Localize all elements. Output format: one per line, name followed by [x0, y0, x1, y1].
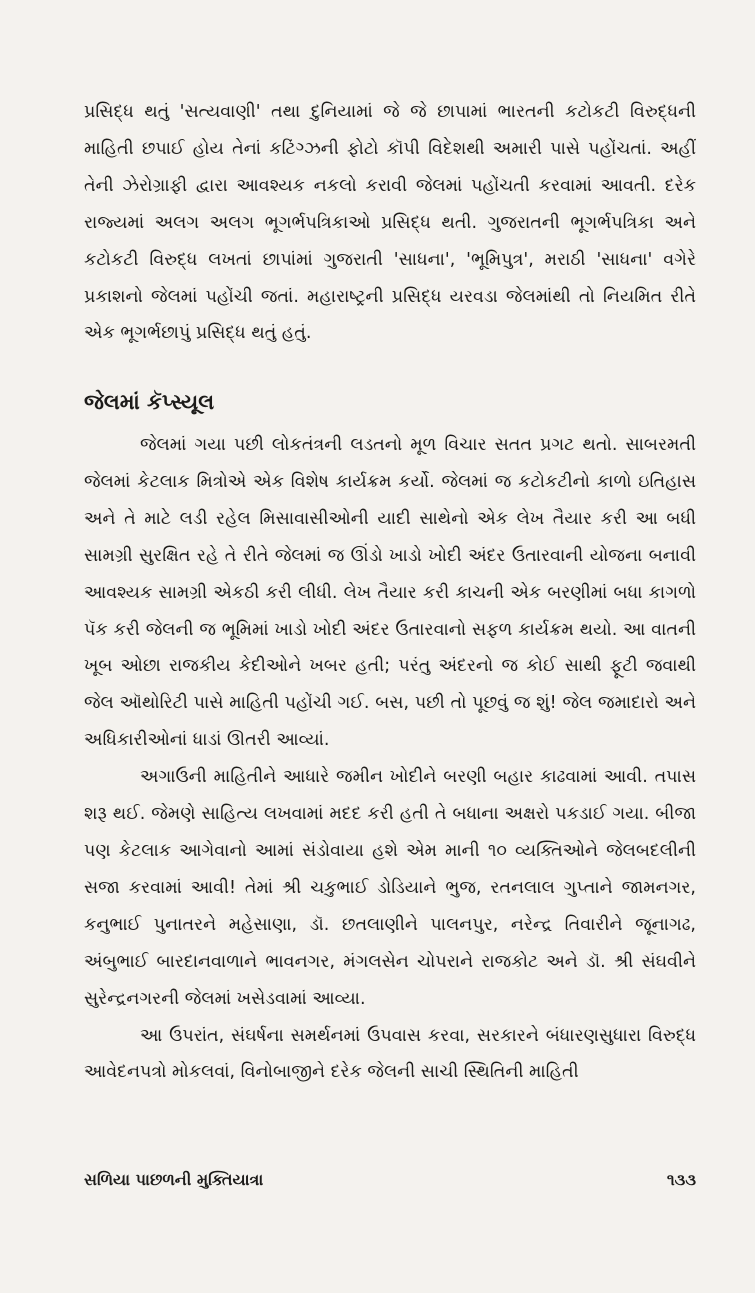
section-paragraph: અગાઉની માહિતીને આધારે જમીન ખોદીને બરણી બહાર કાઢવામાં આવી. તપાસ શરૂ થઈ. જેમણે સાહિત્ય લખવામાં મદદ કરી હતી તે બધાના અક્ષરો પકડાઈ ગયા. બીજા પણ કેટલાક આગેવાનો આમાં સંડોવાયા હશે એમ માની ૧૦ વ્યક્તિઓને જેલબદલીની સજા કરવામાં આવી! તેમાં શ્રી ચકુભાઈ ડોડિયાને ભુજ, રતનલાલ ગુપ્તાને જામનગર, કનુભાઈ પુનાતરને મહેસાણા, ડૉ. છતલાણીને પાલનપુર, નરેન્દ્ર તિવારીને જૂનાગઢ, અંબુભાઈ બારદાનવાળાને ભાવનગર, મંગલસેન ચોપરાને રાજકોટ અને ડૉ. શ્રી સંઘવીને સુરેન્દ્રનગરની જેલમાં ખસેડવામાં આવ્યા.: [84, 767, 696, 1009]
running-footer-title: સળિયા પાછળની મુક્તિયાત્રા: [84, 1170, 264, 1189]
page-number: ૧૩૩: [666, 1170, 696, 1189]
body-paragraph: પ્રસિદ્ધ થતું 'સત્યવાણી' તથા દુનિયામાં જે જે છાપામાં ભારતની કટોકટી વિરુદ્ધની માહિતી છપાઈ હોય તેનાં કટિંગ્ઝની ફોટો કૉપી વિદેશથી અમારી પાસે પહોંચતાં. અહીં તેની ઝેરોગ્રાફી દ્વારા આવશ્યક નકલો કરાવી જેલમાં પહોંચતી કરવામાં આવતી. દરેક રાજ્યમાં અલગ અલગ ભૂગર્ભપત્રિકાઓ પ્રસિદ્ધ થતી. ગુજરાતની ભૂગર્ભપત્રિકા અને કટોકટી વિરુદ્ધ લખતાં છાપાંમાં ગુજરાતી 'સાધના', 'ભૂમિપુત્ર', મરાઠી 'સાધના' વગેરે પ્રકાશનો જેલમાં પહોંચી જતાં. મહારાષ્ટ્રની પ્રસિદ્ધ યરવડા જેલમાંથી તો નિયમિત રીતે એક ભૂગર્ભછાપું પ્રસિદ્ધ થતું હતું.: [84, 102, 696, 344]
section-paragraph: જેલમાં ગયા પછી લોકતંત્રની લડતનો મૂળ વિચાર સતત પ્રગટ થતો. સાબરમતી જેલમાં કેટલાક મિત્રોએ એક વિશેષ કાર્યક્રમ કર્યો. જેલમાં જ કટોકટીનો કાળો ઇતિહાસ અને તે માટે લડી રહેલ મિસાવાસીઓની યાદી સાથેનો એક લેખ તૈયાર કરી આ બધી સામગ્રી સુરક્ષિત રહે તે રીતે જેલમાં જ ઊંડો ખાડો ખોદી અંદર ઉતારવાની યોજના બનાવી આવશ્યક સામગ્રી એકઠી કરી લીધી. લેખ તૈયાર કરી કાચની એક બરણીમાં બધા કાગળો પૅક કરી જેલની જ ભૂમિમાં ખાડો ખોદી અંદર ઉતારવાનો સફળ કાર્યક્રમ થયો. આ વાતની ખૂબ ઓછા રાજકીય કેદીઓને ખબર હતી; પરંતુ અંદરનો જ કોઈ સાથી ફૂટી જવાથી જેલ ઑથોરિટી પાસે માહિતી પહોંચી ગઈ. બસ, પછી તો પૂછવું જ શું! જેલ જમાદારો અને અધિકારીઓનાં ધાડાં ઊતરી આવ્યાં.: [84, 435, 696, 751]
section-heading: જેલમાં કૅપ્સ્યૂલ: [84, 390, 215, 414]
section-paragraph: આ ઉપરાંત, સંઘર્ષના સમર્થનમાં ઉપવાસ કરવા, સરકારને બંધારણસુધારા વિરુદ્ધ આવેદનપત્રો મોકલવાં, વિનોબાજીને દરેક જેલની સાચી સ્થિતિની માહિતી: [84, 1025, 696, 1083]
document-page: [84, 84, 696, 1244]
page-footer: [84, 1167, 696, 1193]
section-body: [84, 427, 696, 1091]
